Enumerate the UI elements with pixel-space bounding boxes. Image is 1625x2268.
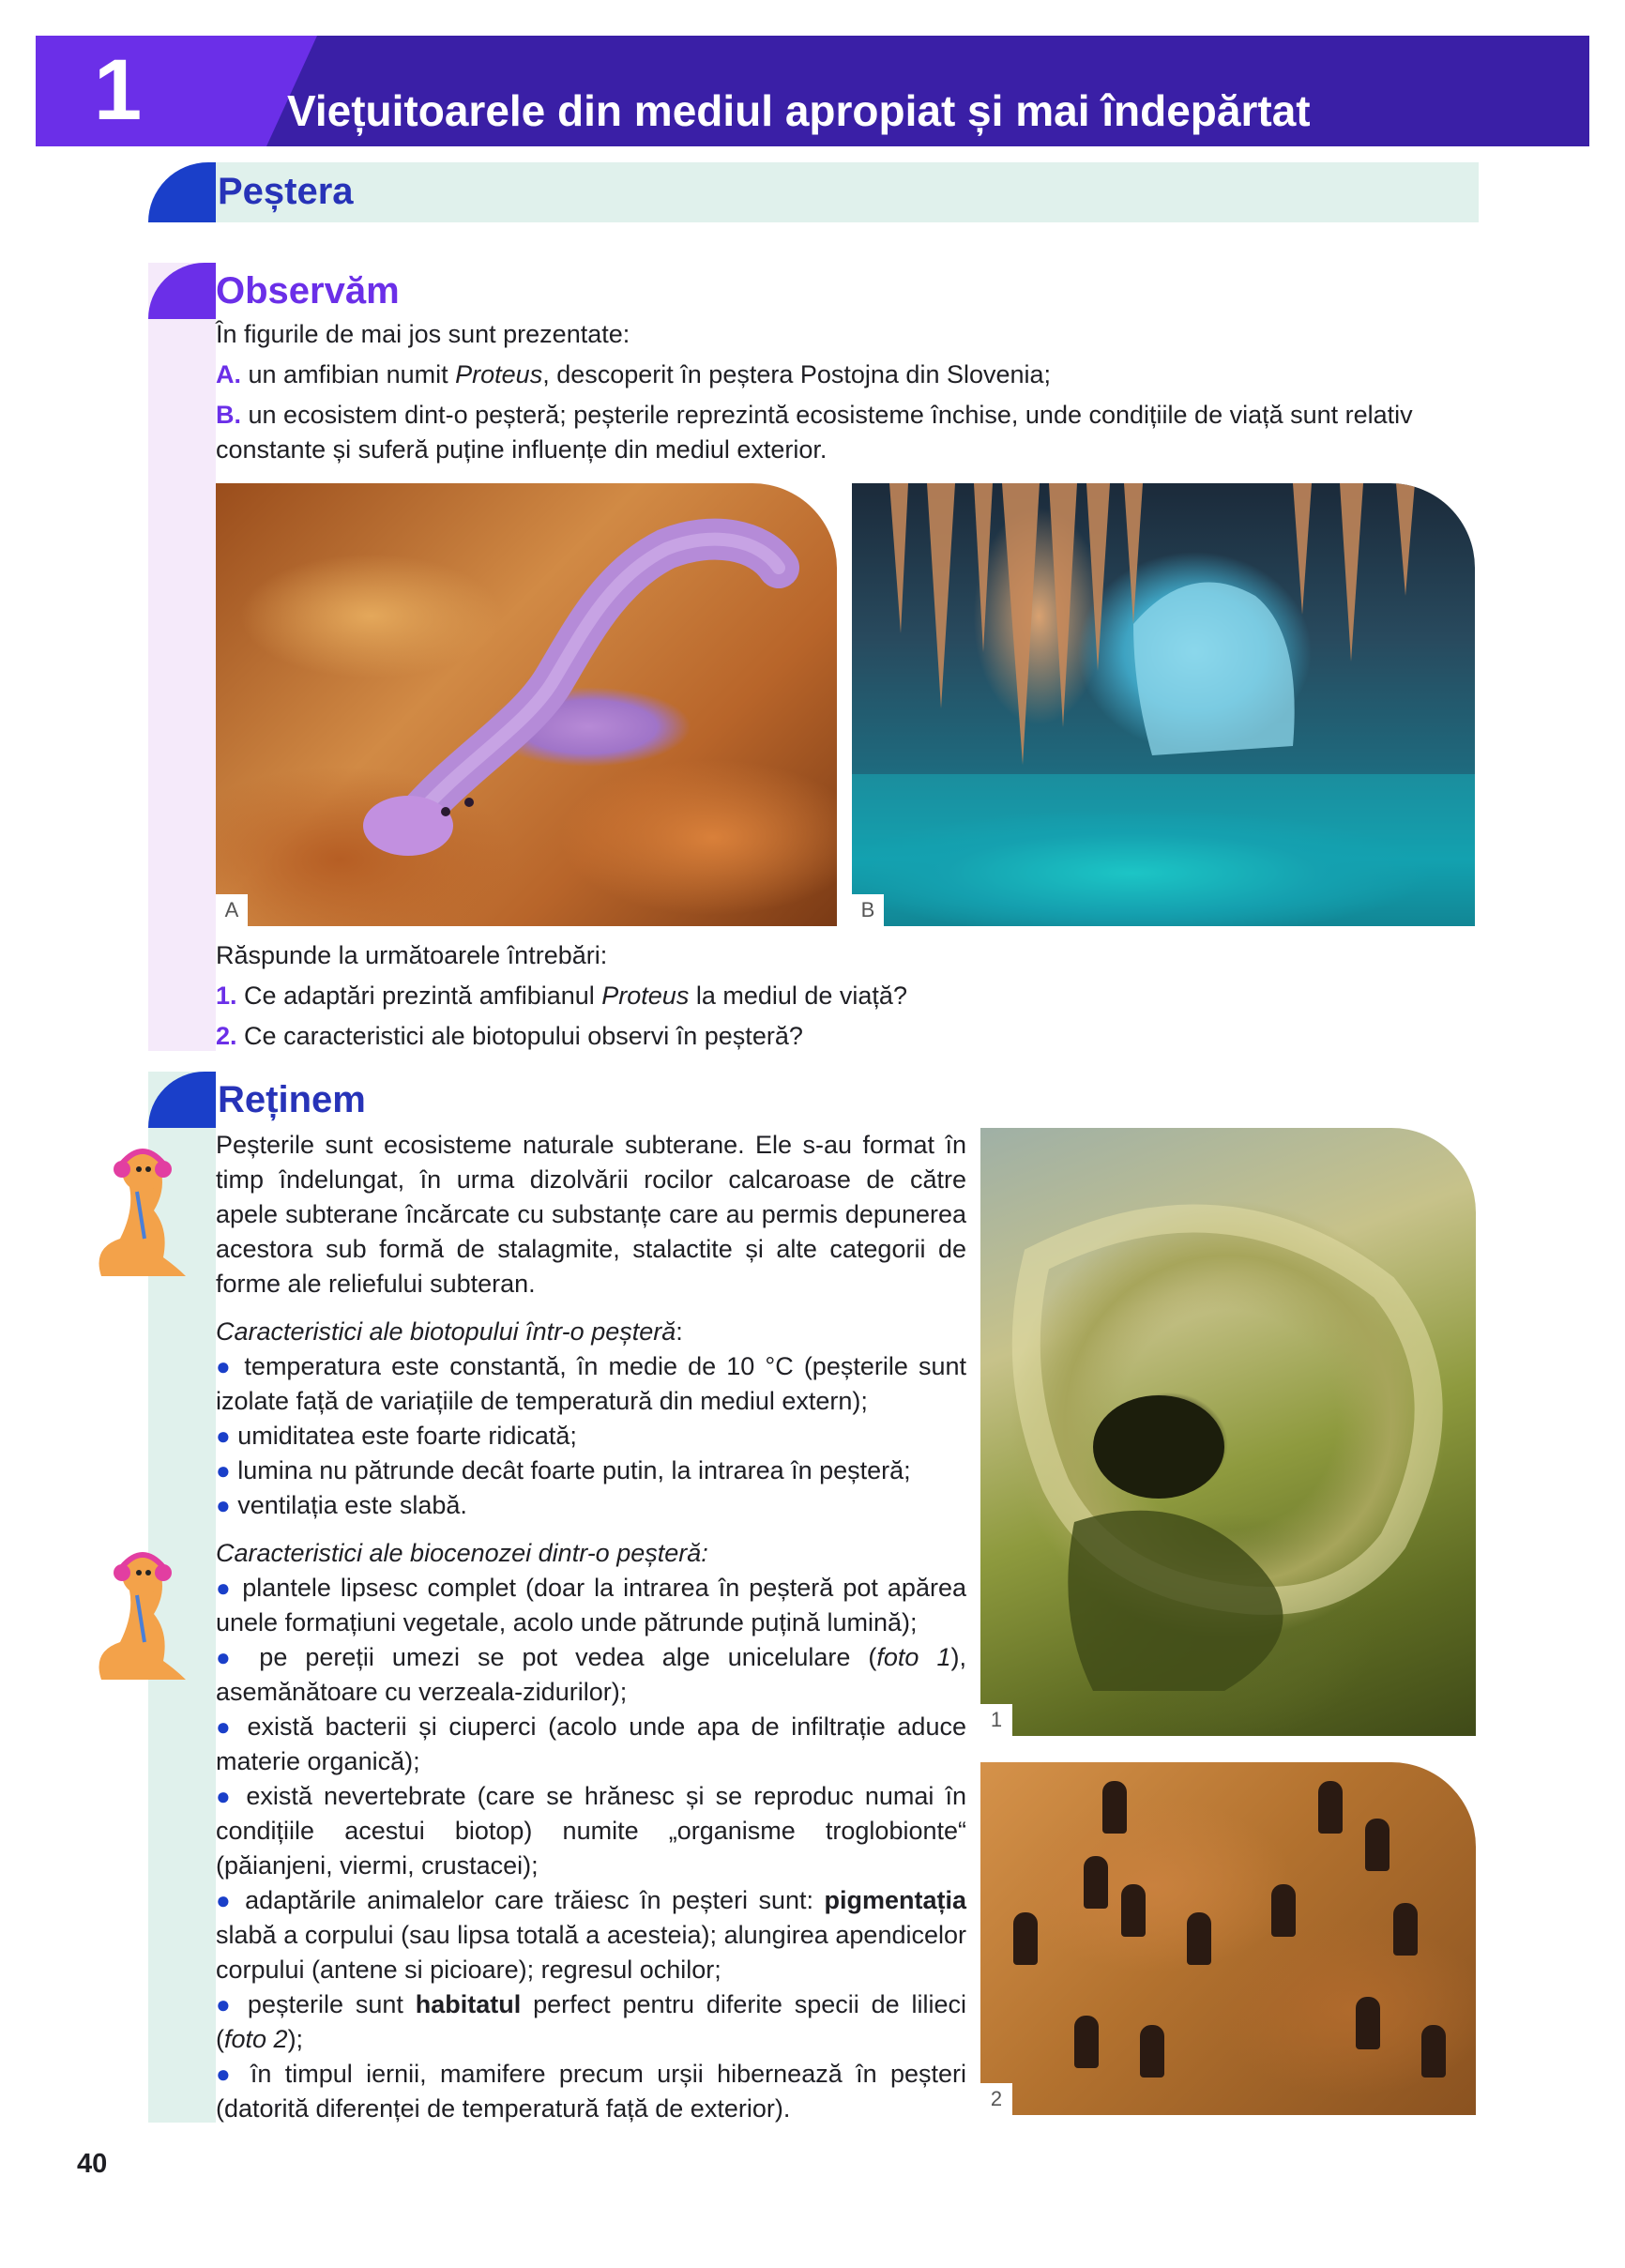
biotope-item (216, 1454, 966, 1488)
biocenosis-item (216, 1640, 966, 1710)
kangaroo-headphones-icon (83, 1135, 195, 1286)
biocenosis-heading-text: Caracteristici ale biocenozei dintr-o peșteră: (216, 1539, 708, 1567)
bat-icon (1074, 2016, 1099, 2068)
retain-text-column (216, 1128, 966, 2126)
biocenosis-item-italic: foto 1 (876, 1643, 951, 1671)
biotope-heading (216, 1315, 966, 1349)
biocenosis-item-text: adaptările animalelor care trăiesc în peșteri sunt: (245, 1886, 825, 1914)
biocenosis-item-text: pe pereții umezi se pot vedea alge unicelulare ( (259, 1643, 877, 1671)
biocenosis-item (216, 1987, 966, 2057)
biotope-item (216, 1419, 966, 1454)
biocenosis-item-italic: foto 2 (224, 2025, 288, 2053)
observe-item-a (216, 358, 1478, 392)
circle-bullet-icon: ● (216, 2060, 237, 2088)
item-a-text-after: , descoperit în peștera Postojna din Slovenia; (542, 360, 1052, 388)
circle-bullet-icon: ● (216, 1352, 235, 1380)
circle-bullet-icon: ● (216, 1643, 242, 1671)
biocenosis-item (216, 1710, 966, 1779)
cave-tunnel-illustration (980, 1128, 1476, 1736)
circle-bullet-icon: ● (216, 1456, 231, 1484)
biocenosis-item-text: peșterile sunt (247, 1990, 416, 2018)
observe-item-b (216, 398, 1478, 467)
item-b-text: un ecosistem dint-o peșteră; peșterile reprezintă ecosisteme închise, unde condițiile de viață sunt relativ constante și suferă puține influențe din mediul exterior. (216, 401, 1413, 464)
circle-bullet-icon: ● (216, 1422, 231, 1450)
biotope-item-text: ventilația este slabă. (237, 1491, 467, 1519)
question-1-marker: 1. (216, 982, 237, 1010)
question-1-text: Ce adaptări prezintă amfibianul (244, 982, 602, 1010)
section-heading-bar (214, 162, 1479, 222)
biocenosis-item-text: plantele lipsesc complet (doar la intrarea în peșteră pot apărea unele formațiuni vegetale, acolo unde pătrunde puțină lumină); (216, 1574, 966, 1636)
cave-ecosystem-photo (852, 483, 1475, 926)
question-1-text-after: la mediul de viață? (689, 982, 907, 1010)
photo-2-label: 2 (980, 2083, 1012, 2115)
bat-icon (1140, 2025, 1164, 2078)
item-a-marker: A. (216, 360, 241, 388)
biocenosis-item-text-after: perfect pentru diferite specii de lilieci ( (216, 1990, 967, 2053)
question-2-text: Ce caracteristici ale biotopului observi în peșteră? (244, 1022, 803, 1050)
questions-intro: Răspunde la următoarele întrebări: (216, 941, 608, 969)
bat-icon (1013, 1912, 1038, 1965)
question-2-marker: 2. (216, 1022, 237, 1050)
biotope-item-text: umiditatea este foarte ridicată; (237, 1422, 577, 1450)
biocenosis-item (216, 1571, 966, 1640)
biocenosis-item-text: în timpul iernii, mamifere precum urșii hibernează în peșteri (datorită diferenței de temperatură față de exterior). (216, 2060, 966, 2123)
biotope-item-text: temperatura este constantă, în medie de 10 °C (peșterile sunt izolate față de variațiile de temperatură din mediul extern); (216, 1352, 966, 1415)
question-1 (216, 979, 1478, 1013)
bat-icon (1102, 1781, 1127, 1834)
question-1-italic: Proteus (601, 982, 690, 1010)
kangaroo-headphones-icon (83, 1539, 195, 1689)
observe-title: Observăm (216, 270, 400, 312)
item-b-marker: B. (216, 401, 241, 429)
questions-block (216, 938, 1478, 1054)
bat-icon (1187, 1912, 1211, 1965)
proteus-photo (216, 483, 837, 926)
bat-icon (1421, 2025, 1446, 2078)
circle-bullet-icon: ● (216, 1491, 231, 1519)
bat-icon (1356, 1997, 1380, 2049)
biocenosis-heading (216, 1536, 966, 1571)
bat-icon (1393, 1903, 1418, 1956)
item-a-text: un amfibian numit (248, 360, 456, 388)
biotope-heading-suffix: : (676, 1317, 683, 1346)
stalactites-illustration (852, 483, 1475, 926)
biocenosis-item-bold: pigmentația (824, 1886, 966, 1914)
biotope-item (216, 1349, 966, 1419)
question-2 (216, 1019, 1478, 1054)
biocenosis-item (216, 1779, 966, 1883)
cave-algae-photo (980, 1128, 1476, 1736)
chapter-number: 1 (94, 42, 143, 138)
chapter-number-block (36, 36, 317, 146)
observe-intro-text: În figurile de mai jos sunt prezentate: (216, 320, 630, 348)
biocenosis-item-text: există nevertebrate (care se hrănesc și se reproduc numai în condițiile acestui biotop) numite „organisme troglobionte“ (păianjeni, viermi, crustacei); (216, 1782, 966, 1880)
biocenosis-item (216, 2057, 966, 2126)
circle-bullet-icon: ● (216, 1782, 235, 1810)
circle-bullet-icon: ● (216, 1712, 235, 1741)
circle-bullet-icon: ● (216, 1990, 236, 2018)
chapter-header (36, 36, 1589, 146)
circle-bullet-icon: ● (216, 1886, 235, 1914)
photo-b-label: B (852, 894, 884, 926)
bat-icon (1084, 1856, 1108, 1909)
circle-bullet-icon: ● (216, 1574, 234, 1602)
retain-paragraph: Peșterile sunt ecosisteme naturale subterane. Ele s-au format în timp îndelungat, în urma dizolvării rocilor calcaroase de către apele subterane încărcate cu substanțe care au permis depunerea acestora sub formă de stalagmite, stalactite și alte categorii de forme ale reliefului subteran. (216, 1131, 966, 1298)
photo-a-label: A (216, 894, 248, 926)
item-a-italic: Proteus (455, 360, 543, 388)
biocenosis-item-text: există bacterii și ciuperci (acolo unde apa de infiltrație aduce materie organică); (216, 1712, 966, 1775)
biotope-item (216, 1488, 966, 1523)
biocenosis-item (216, 1883, 966, 1987)
observe-side-panel (148, 263, 216, 1051)
biocenosis-item-text-end: ); (287, 2025, 304, 2053)
page-number: 40 (77, 2149, 108, 2179)
biocenosis-item-bold: habitatul (415, 1990, 522, 2018)
biocenosis-item-text-after: ), asemănătoare cu verzeala-zidurilor); (216, 1643, 966, 1706)
section-corner-tab (148, 162, 216, 222)
proteus-illustration (216, 483, 837, 926)
section-title: Peștera (218, 171, 354, 212)
bat-icon (1318, 1781, 1343, 1834)
biotope-item-text: lumina nu pătrunde decât foarte putin, la intrarea în peșteră; (237, 1456, 911, 1484)
bat-icon (1121, 1884, 1146, 1937)
biotope-heading-text: Caracteristici ale biotopului într-o peșteră (216, 1317, 676, 1346)
chapter-title: Viețuitoarele din mediul apropiat și mai îndepărtat (287, 86, 1311, 135)
bat-icon (1271, 1884, 1296, 1937)
observe-intro (216, 317, 1478, 467)
retain-title: Reținem (218, 1079, 366, 1120)
bat-icon (1365, 1819, 1390, 1871)
photo-1-label: 1 (980, 1704, 1012, 1736)
bats-photo (980, 1762, 1476, 2115)
biocenosis-item-text-after: slabă a corpului (sau lipsa totală a acesteia); alungirea apendicelor corpului (antene si picioare); regresul ochilor; (216, 1921, 966, 1984)
